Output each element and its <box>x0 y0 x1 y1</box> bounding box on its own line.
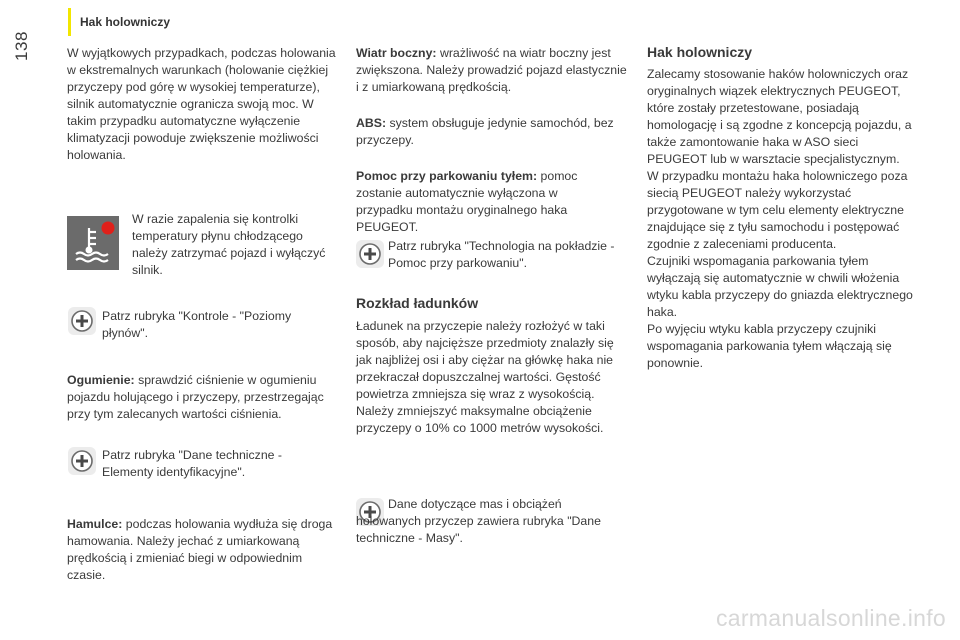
header-accent-bar <box>68 8 71 36</box>
see-reference-plus-icon <box>356 240 384 268</box>
load-distribution-paragraph: Ładunek na przyczepie należy rozłożyć w taki sposób, aby najcięższe przedmioty znalazły się jak najbliżej osi i aby ciężar na główkę haka nie przekraczał dopuszczalnej wartości. Gęstość powietrza zmniejsza się wraz z wysokością. Należy zmniejszyć maksymalne obciążenie przyczepy o 10% co 1000 metrów wysokości. <box>356 319 614 435</box>
see-reference-plus-icon <box>68 447 96 475</box>
intro-paragraph: W wyjątkowych przypadkach, podczas holowania w ekstremalnych warunkach (holowanie ciężkiej przyczepy pod górę w wysokiej temperaturze), silnik automatycznie ogranicza swoją moc. W takim przypadku automatyczne wyłączenie klimatyzacji powoduje zwiększenie możliwości holowania. <box>67 46 336 162</box>
coolant-temperature-warning-icon <box>67 216 119 270</box>
reference-parking-assist: Patrz rubryka "Technologia na pokładzie - Pomoc przy parkowaniu". <box>388 239 615 270</box>
abs-paragraph: ABS: system obsługuje jedynie samochód, bez przyczepy. <box>356 116 614 147</box>
side-wind-paragraph: Wiatr boczny: wrażliwość na wiatr boczny jest zwiększona. Należy prowadzić pojazd elastycznie i z umiarkowaną prędkością. <box>356 46 627 94</box>
tyres-paragraph: Ogumienie: sprawdzić ciśnienie w ogumieniu pojazdu holującego i przyczepy, przestrzegając przy tym zalecanych wartości ciśnienia. <box>67 373 324 421</box>
load-distribution-heading: Rozkład ładunków <box>356 295 479 311</box>
page-number: 138 <box>12 31 31 61</box>
see-reference-plus-icon <box>68 307 96 335</box>
coolant-warning-note: W razie zapalenia się kontrolki temperatury płynu chłodzącego należy zatrzymać pojazd i wyłączyć silnik. <box>132 212 326 277</box>
brakes-paragraph: Hamulce: podczas holowania wydłuża się droga hamowania. Należy jechać z umiarkowaną prędkością i zmieniać biegi w odpowiednim czasie. <box>67 517 333 582</box>
running-header: Hak holowniczy <box>80 15 171 29</box>
watermark: carmanualsonline.info <box>715 605 946 631</box>
reference-identification: Patrz rubryka "Dane techniczne - Elementy identyfikacyjne". <box>102 448 283 479</box>
parking-assist-paragraph: Pomoc przy parkowaniu tyłem: pomoc zostanie automatycznie wyłączona w przypadku montażu oryginalnego haka PEUGEOT. <box>356 169 578 234</box>
reference-masses: Dane dotyczące mas i obciążeń holowanych przyczep zawiera rubryka "Dane techniczne - Masy". <box>356 497 601 545</box>
towbar-heading: Hak holowniczy <box>647 44 753 60</box>
towbar-text: Zalecamy stosowanie haków holowniczych oraz oryginalnych wiązek elektrycznych PEUGEOT, które zostały przetestowane, posiadają homologację i są zgodne z koncepcją pojazdu, a także zamontowanie haka w ASO sieci PEUGEOT lub w warsztacie specjalistycznym. W przypadku montażu haka holowniczego poza siecią PEUGEOT należy wykorzystać przygotowane w tym celu elementy elektryczne znajdujące się z tyłu samochodu i postępować zgodnie z zaleceniami producenta. Czujniki wspomagania parkowania tyłem wyłączają się automatycznie w chwili włożenia wtyku kabla przyczepy do gniazda elektrycznego haka. Po wyjęciu wtyku kabla przyczepy czujniki wspomagania parkowania tyłem włączają się ponownie. <box>647 67 913 370</box>
reference-fluid-levels: Patrz rubryka "Kontrole - "Poziomy płynów". <box>102 309 292 340</box>
